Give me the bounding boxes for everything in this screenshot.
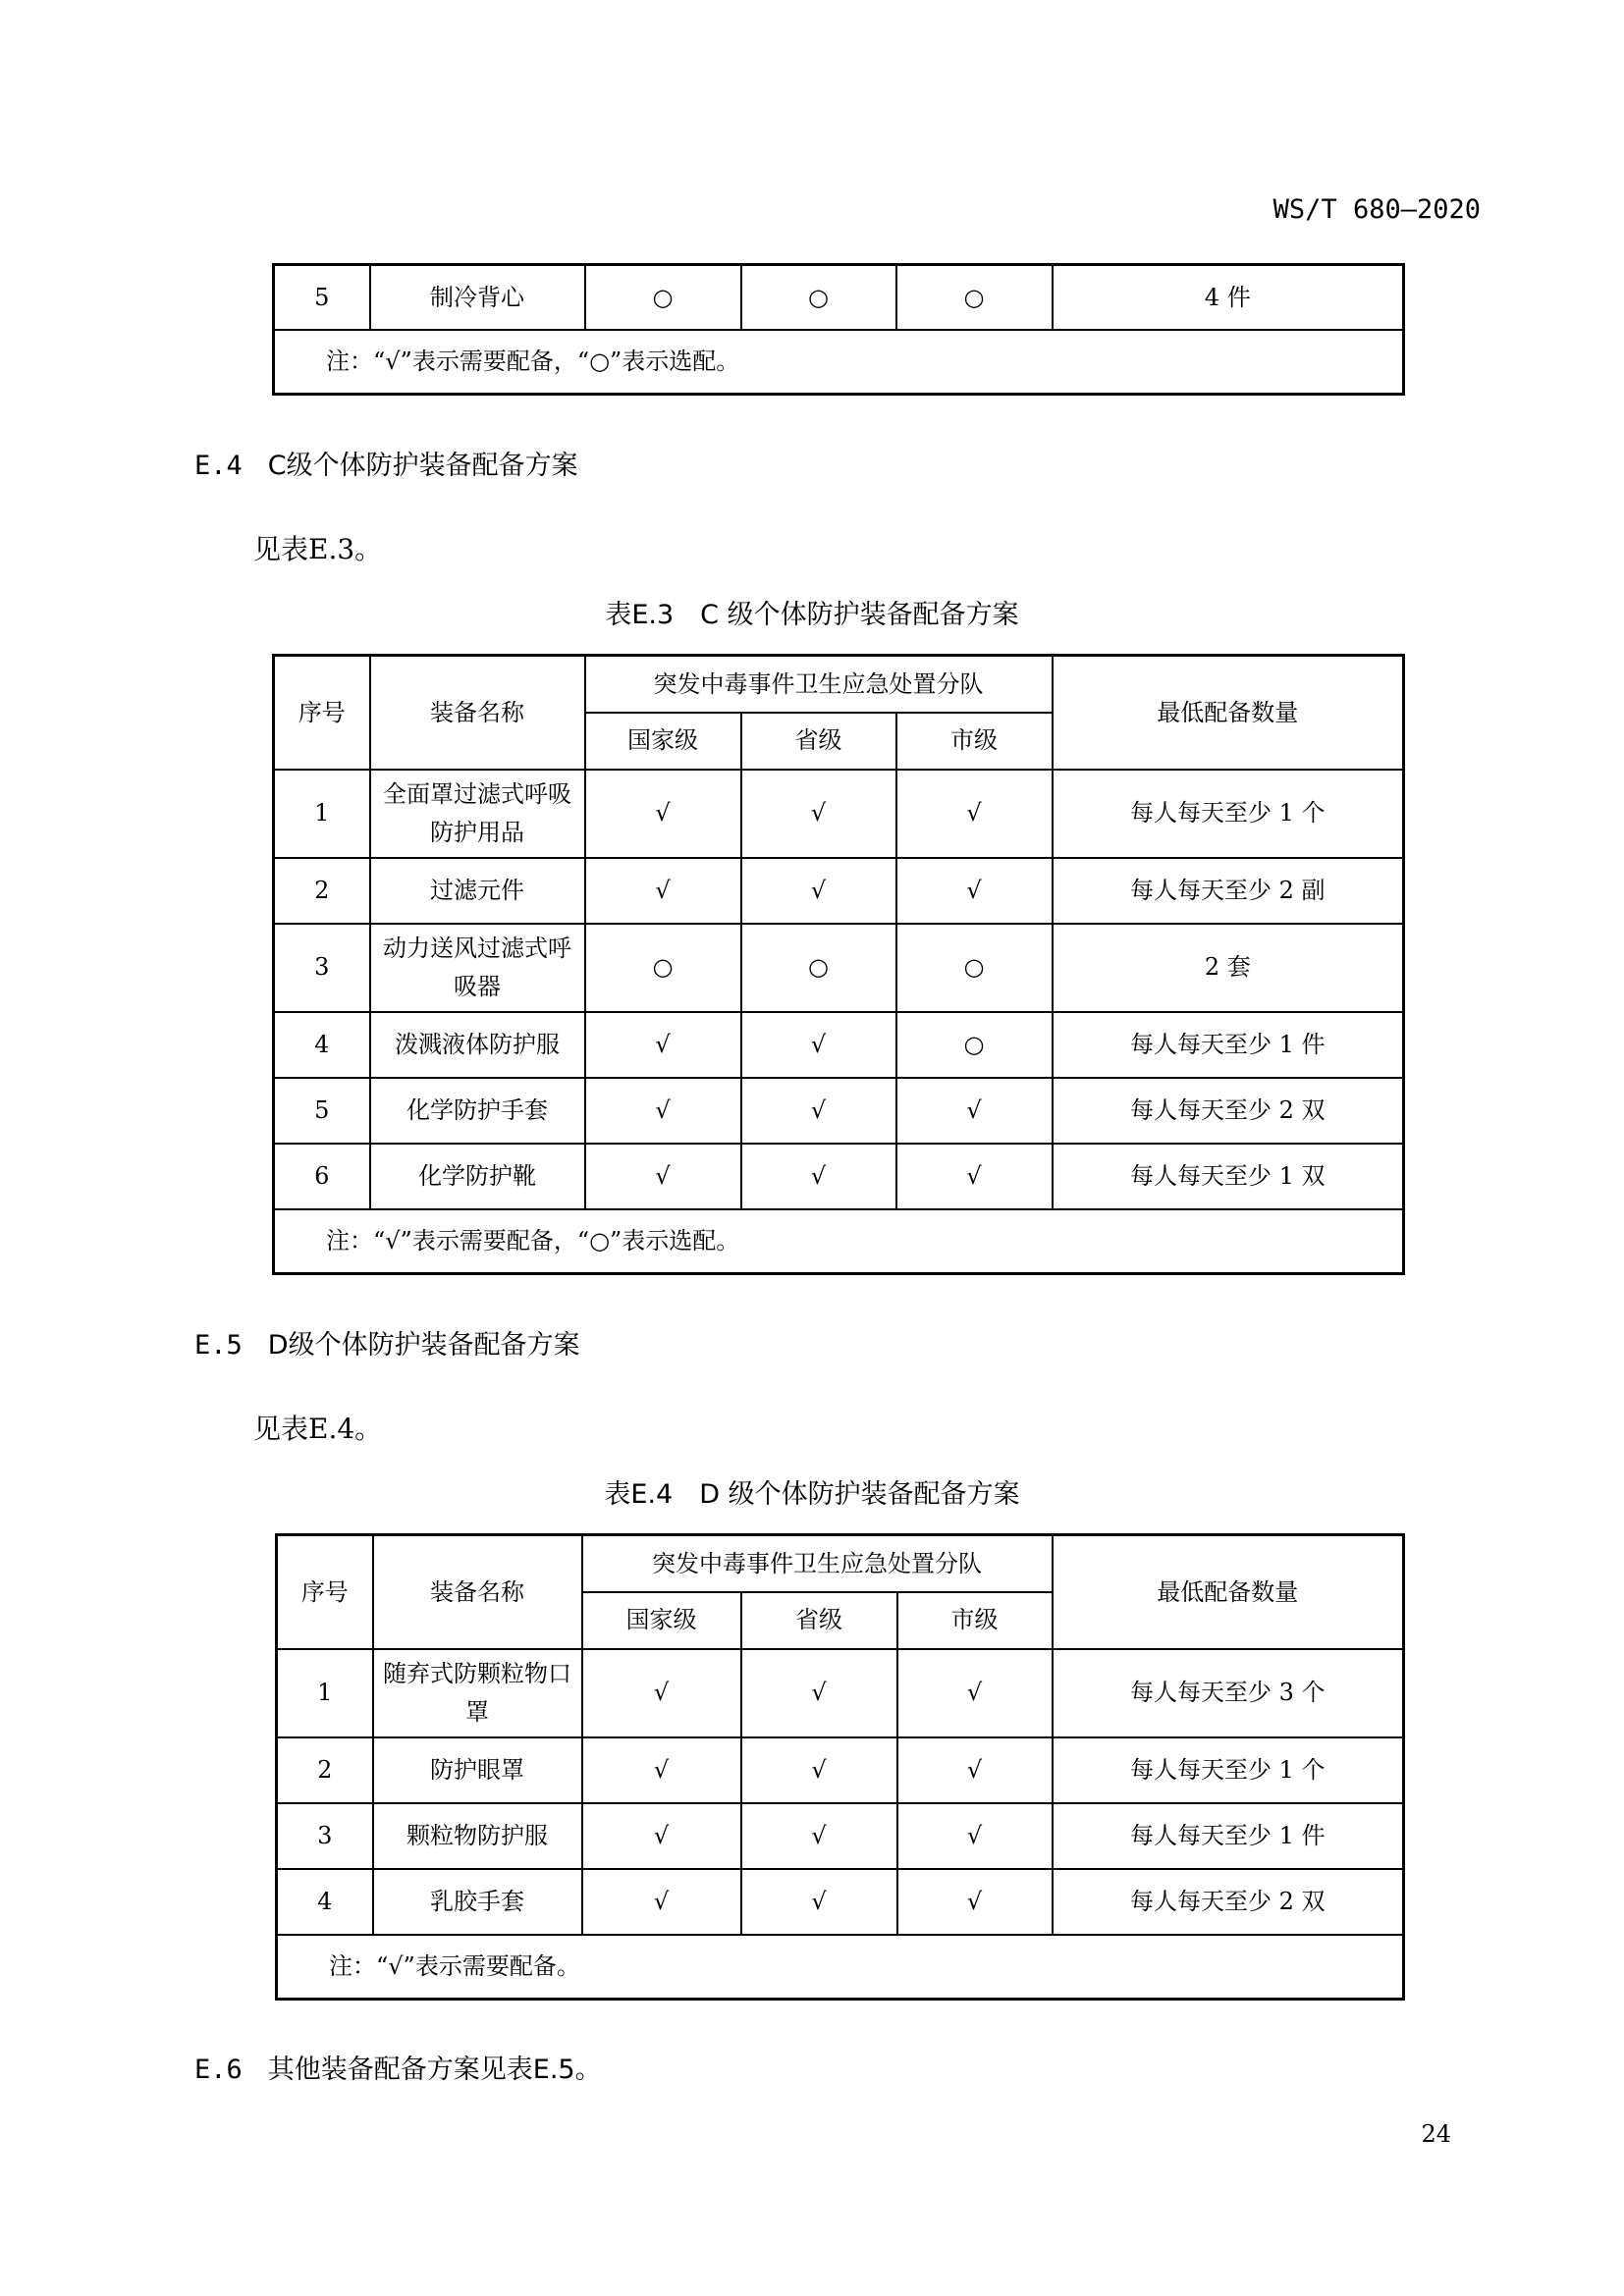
- document-code: WS/T 680—2020: [1272, 194, 1481, 225]
- section-number: E.5: [194, 1330, 243, 1361]
- header-city: 市级: [897, 1592, 1053, 1649]
- table-note-row: [277, 1935, 1404, 2000]
- cell-city: √: [896, 858, 1053, 924]
- cell-provincial: ○: [741, 924, 896, 1012]
- table-row: [274, 1012, 1404, 1078]
- cell-national: √: [582, 1649, 741, 1737]
- table-row: [274, 770, 1404, 858]
- cell-qty: 每人每天至少 2 双: [1053, 1869, 1404, 1935]
- header-name: 装备名称: [370, 656, 585, 770]
- table-e4-caption: 表E.4 D 级个体防护装备配备方案: [604, 1479, 1020, 1510]
- table-header-row: [274, 656, 1404, 713]
- table-row: [277, 1803, 1404, 1869]
- cell-no: 3: [277, 1803, 373, 1869]
- table-header-row: [277, 1535, 1404, 1592]
- header-national: 国家级: [582, 1592, 741, 1649]
- header-provincial: 省级: [741, 713, 896, 770]
- cell-national: ○: [585, 265, 741, 330]
- cell-city: √: [896, 1078, 1053, 1144]
- page-number: 24: [1421, 2120, 1451, 2148]
- cell-qty: 每人每天至少 2 副: [1053, 858, 1404, 924]
- cell-national: √: [585, 858, 741, 924]
- header-provincial: 省级: [741, 1592, 897, 1649]
- cell-city: √: [897, 1869, 1053, 1935]
- cell-provincial: √: [741, 1012, 896, 1078]
- cell-no: 1: [274, 770, 370, 858]
- header-city: 市级: [896, 713, 1053, 770]
- cell-no: 1: [277, 1649, 373, 1737]
- header-group: 突发中毒事件卫生应急处置分队: [585, 656, 1053, 713]
- table-note: 注：“√”表示需要配备。: [277, 1935, 1404, 2000]
- cell-name: 乳胶手套: [373, 1869, 582, 1935]
- cell-provincial: √: [741, 858, 896, 924]
- cell-no: 2: [277, 1737, 373, 1803]
- cell-city: √: [897, 1649, 1053, 1737]
- cell-city: √: [897, 1737, 1053, 1803]
- cell-name: 全面罩过滤式呼吸防护用品: [370, 770, 585, 858]
- section-e4-heading: [194, 444, 578, 482]
- table-note: 注：“√”表示需要配备，“○”表示选配。: [274, 1209, 1404, 1274]
- table-row: [277, 1649, 1404, 1737]
- table-note: 注：“√”表示需要配备，“○”表示选配。: [274, 330, 1404, 395]
- section-e6-heading: [194, 2048, 602, 2086]
- cell-national: √: [585, 1078, 741, 1144]
- table-row: [277, 1737, 1404, 1803]
- table-row: [274, 1078, 1404, 1144]
- table-e3: [272, 654, 1405, 1275]
- cell-qty: 每人每天至少 1 个: [1053, 1737, 1404, 1803]
- cell-name: 过滤元件: [370, 858, 585, 924]
- section-e5-heading: [194, 1323, 580, 1362]
- cell-national: √: [585, 770, 741, 858]
- cell-provincial: √: [741, 1737, 897, 1803]
- header-no: 序号: [277, 1535, 373, 1649]
- header-group: 突发中毒事件卫生应急处置分队: [582, 1535, 1053, 1592]
- table-row: [274, 1144, 1404, 1209]
- cell-provincial: √: [741, 1078, 896, 1144]
- cell-qty: 每人每天至少 2 双: [1053, 1078, 1404, 1144]
- section-e4-reference: 见表E.3。: [253, 533, 383, 565]
- cell-qty: 4 件: [1053, 265, 1404, 330]
- cell-name: 防护眼罩: [373, 1737, 582, 1803]
- cell-provincial: √: [741, 770, 896, 858]
- cell-qty: 每人每天至少 1 双: [1053, 1144, 1404, 1209]
- section-title: 其他装备配备方案见表E.5。: [267, 2055, 602, 2085]
- header-no: 序号: [274, 656, 370, 770]
- cell-city: ○: [896, 1012, 1053, 1078]
- cell-provincial: √: [741, 1803, 897, 1869]
- cell-national: √: [582, 1737, 741, 1803]
- header-qty: 最低配备数量: [1053, 1535, 1404, 1649]
- table-e4: [275, 1533, 1405, 2001]
- cell-city: √: [897, 1803, 1053, 1869]
- cell-national: √: [582, 1803, 741, 1869]
- cell-qty: 每人每天至少 3 个: [1053, 1649, 1404, 1737]
- cell-provincial: √: [741, 1869, 897, 1935]
- cell-no: 6: [274, 1144, 370, 1209]
- cell-name: 颗粒物防护服: [373, 1803, 582, 1869]
- cell-qty: 每人每天至少 1 件: [1053, 1803, 1404, 1869]
- cell-provincial: √: [741, 1649, 897, 1737]
- cell-no: 3: [274, 924, 370, 1012]
- table-note-row: [274, 330, 1404, 395]
- cell-national: ○: [585, 924, 741, 1012]
- cell-no: 5: [274, 1078, 370, 1144]
- header-national: 国家级: [585, 713, 741, 770]
- cell-national: √: [585, 1012, 741, 1078]
- cell-qty: 每人每天至少 1 个: [1053, 770, 1404, 858]
- cell-no: 4: [274, 1012, 370, 1078]
- cell-no: 4: [277, 1869, 373, 1935]
- header-qty: 最低配备数量: [1053, 656, 1404, 770]
- section-e5-reference: 见表E.4。: [253, 1413, 383, 1445]
- table-e2-tail: [272, 263, 1405, 396]
- cell-qty: 2 套: [1053, 924, 1404, 1012]
- cell-no: 2: [274, 858, 370, 924]
- cell-name: 化学防护靴: [370, 1144, 585, 1209]
- section-title: D级个体防护装备配备方案: [267, 1330, 580, 1361]
- header-name: 装备名称: [373, 1535, 582, 1649]
- cell-provincial: √: [741, 1144, 896, 1209]
- cell-name: 化学防护手套: [370, 1078, 585, 1144]
- cell-provincial: ○: [741, 265, 896, 330]
- cell-qty: 每人每天至少 1 件: [1053, 1012, 1404, 1078]
- cell-city: √: [896, 770, 1053, 858]
- cell-city: ○: [896, 265, 1053, 330]
- table-note-row: [274, 1209, 1404, 1274]
- section-number: E.4: [194, 451, 243, 481]
- cell-national: √: [582, 1869, 741, 1935]
- cell-city: ○: [896, 924, 1053, 1012]
- section-title: C级个体防护装备配备方案: [267, 451, 578, 481]
- cell-no: 5: [274, 265, 370, 330]
- cell-name: 动力送风过滤式呼吸器: [370, 924, 585, 1012]
- cell-name: 随弃式防颗粒物口罩: [373, 1649, 582, 1737]
- table-row: [274, 265, 1404, 330]
- table-row: [277, 1869, 1404, 1935]
- cell-city: √: [896, 1144, 1053, 1209]
- cell-name: 制冷背心: [370, 265, 585, 330]
- table-e3-caption: 表E.3 C 级个体防护装备配备方案: [605, 600, 1019, 630]
- cell-national: √: [585, 1144, 741, 1209]
- cell-name: 泼溅液体防护服: [370, 1012, 585, 1078]
- section-number: E.6: [194, 2055, 243, 2085]
- table-row: [274, 858, 1404, 924]
- table-row: [274, 924, 1404, 1012]
